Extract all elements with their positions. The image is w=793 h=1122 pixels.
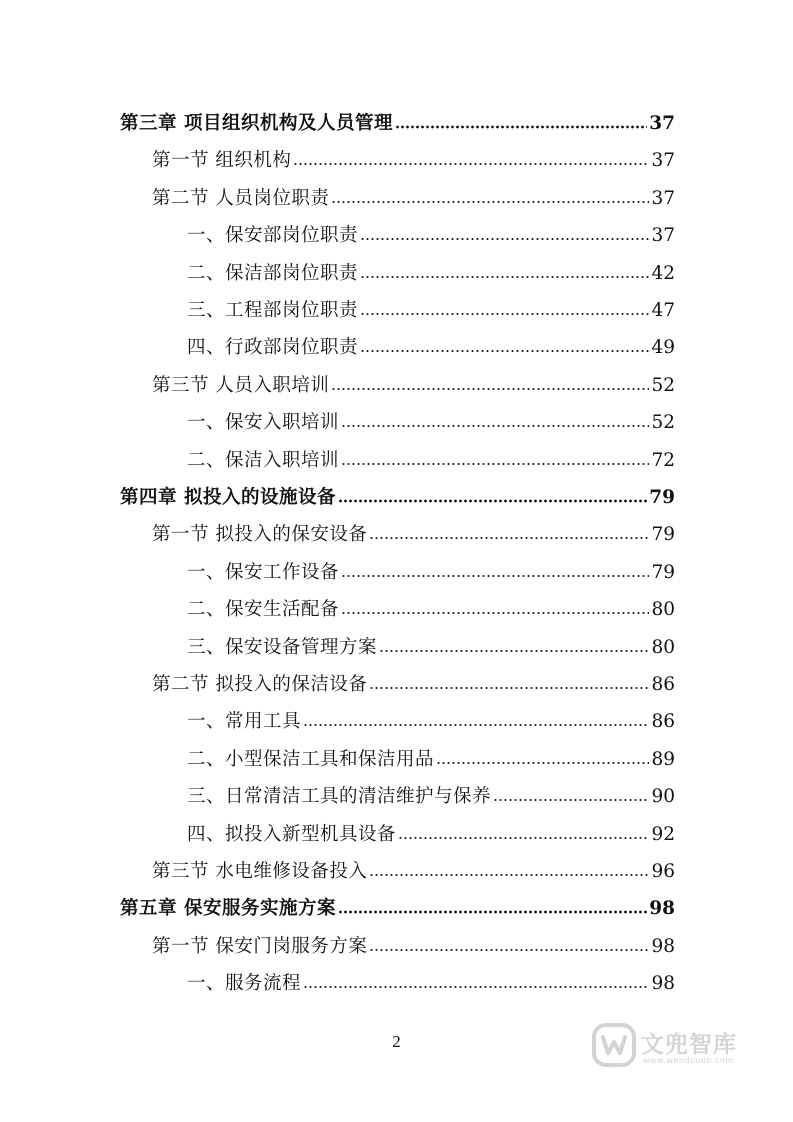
toc-entry-page: 79 — [651, 561, 675, 583]
toc-entry-title: 四、行政部岗位职责 — [187, 337, 359, 359]
watermark — [591, 1020, 761, 1074]
dot-leader — [341, 461, 649, 467]
toc-entry-chapter — [120, 474, 675, 508]
watermark-url: www.wendoulib.com — [643, 1056, 734, 1065]
toc-entry-title: 一、服务流程 — [187, 973, 302, 995]
toc-entry-page: 86 — [651, 711, 675, 733]
toc-entry-page: 98 — [651, 935, 675, 957]
toc-entry-page: 96 — [651, 861, 675, 882]
toc-entry-item — [187, 736, 675, 770]
dot-leader — [398, 835, 649, 841]
dot-leader — [493, 797, 649, 803]
toc-entry-page: 37 — [651, 150, 675, 172]
dot-leader — [338, 498, 647, 504]
rounded-w-logo-icon — [591, 1022, 637, 1068]
toc-entry-title: 三、日常清洁工具的清洁维护与保养 — [187, 786, 492, 808]
dot-leader — [369, 872, 649, 878]
toc-entry-title: 三、保安设备管理方案 — [187, 636, 378, 658]
dot-leader — [369, 947, 649, 953]
toc-entry-item — [187, 549, 675, 583]
dot-leader — [303, 722, 649, 728]
toc-entry-item — [187, 624, 675, 658]
toc-entry-item — [187, 811, 675, 845]
toc-entry-title: 二、小型保洁工具和保洁用品 — [187, 748, 435, 770]
dot-leader — [331, 199, 649, 205]
toc-entry-title: 第一节 组织机构 — [152, 150, 292, 172]
toc-entry-page: 98 — [649, 898, 675, 920]
toc-entry-page: 37 — [649, 113, 675, 134]
toc-entry-item — [187, 212, 675, 246]
toc-entry-chapter — [120, 885, 675, 919]
toc-entry-section — [152, 362, 675, 396]
dot-leader — [395, 124, 647, 130]
toc-entry-page: 86 — [651, 674, 675, 695]
toc-entry-page: 79 — [651, 524, 675, 546]
toc-entry-title: 第一节 保安门岗服务方案 — [152, 935, 368, 957]
dot-leader — [303, 984, 649, 990]
dot-leader — [369, 685, 649, 691]
toc-entry-title: 二、保洁入职培训 — [187, 449, 340, 471]
toc-entry-title: 第二节 人员岗位职责 — [152, 187, 330, 209]
toc-entry-title: 第三章 项目组织机构及人员管理 — [120, 113, 393, 134]
dot-leader — [341, 610, 649, 616]
toc-entry-item — [187, 324, 675, 358]
dot-leader — [293, 161, 649, 167]
toc-entry-page: 90 — [651, 786, 675, 808]
toc-entry-page: 89 — [651, 748, 675, 770]
toc-entry-section — [152, 137, 675, 171]
toc-entry-section — [152, 511, 675, 545]
toc-entry-title: 三、工程部岗位职责 — [187, 300, 359, 321]
dot-leader — [338, 909, 647, 915]
toc-entry-page: 79 — [649, 487, 675, 508]
dot-leader — [331, 386, 649, 392]
toc-entry-title: 第五章 保安服务实施方案 — [120, 898, 336, 920]
toc-entry-page: 37 — [651, 225, 675, 247]
toc-entry-page: 80 — [651, 636, 675, 658]
toc-entry-section — [152, 175, 675, 209]
toc-entry-title: 一、保安部岗位职责 — [187, 225, 359, 247]
toc-entry-title: 第三节 人员入职培训 — [152, 374, 330, 396]
toc-entry-page: 52 — [651, 412, 675, 434]
toc-entry-item — [187, 250, 675, 284]
toc-entry-title: 一、保安入职培训 — [187, 412, 340, 434]
toc-entry-item — [187, 287, 675, 321]
toc-entry-title: 二、保安生活配备 — [187, 599, 340, 621]
dot-leader — [341, 423, 649, 429]
toc-entry-title: 第二节 拟投入的保洁设备 — [152, 674, 368, 695]
toc-entry-item — [187, 960, 675, 994]
dot-leader — [436, 760, 649, 766]
toc-entry-page: 80 — [651, 599, 675, 621]
toc-entry-page: 49 — [651, 337, 675, 359]
toc-entry-title: 一、常用工具 — [187, 711, 302, 733]
toc-entry-chapter — [120, 100, 675, 134]
dot-leader — [360, 274, 649, 280]
toc-entry-title: 二、保洁部岗位职责 — [187, 262, 359, 284]
toc-entry-title: 一、保安工作设备 — [187, 561, 340, 583]
dot-leader — [341, 573, 649, 579]
page-number: 2 — [392, 1032, 401, 1051]
toc-entry-section — [152, 661, 675, 695]
toc-entry-item — [187, 698, 675, 732]
toc-entry-page: 37 — [651, 187, 675, 209]
toc-entry-title: 第三节 水电维修设备投入 — [152, 861, 368, 882]
toc-entry-page: 98 — [651, 973, 675, 995]
toc-entry-title: 四、拟投入新型机具设备 — [187, 823, 397, 845]
toc-entry-item — [187, 437, 675, 471]
toc-entry-item — [187, 399, 675, 433]
dot-leader — [379, 648, 649, 654]
toc-entry-title: 第四章 拟投入的设施设备 — [120, 487, 336, 508]
watermark-brand: 文兜智库 — [641, 1032, 737, 1058]
dot-leader — [369, 535, 649, 541]
toc-entry-item — [187, 586, 675, 620]
toc-entry-page: 72 — [651, 449, 675, 471]
toc-entry-page: 47 — [651, 300, 675, 321]
dot-leader — [360, 311, 649, 317]
toc-entry-title: 第一节 拟投入的保安设备 — [152, 524, 368, 546]
dot-leader — [360, 348, 649, 354]
toc-entry-section — [152, 923, 675, 957]
toc-entry-page: 42 — [651, 262, 675, 284]
toc-entry-page: 52 — [651, 374, 675, 396]
toc-entry-item — [187, 773, 675, 807]
toc-entry-page: 92 — [651, 823, 675, 845]
toc-entry-section — [152, 848, 675, 882]
dot-leader — [360, 236, 649, 242]
